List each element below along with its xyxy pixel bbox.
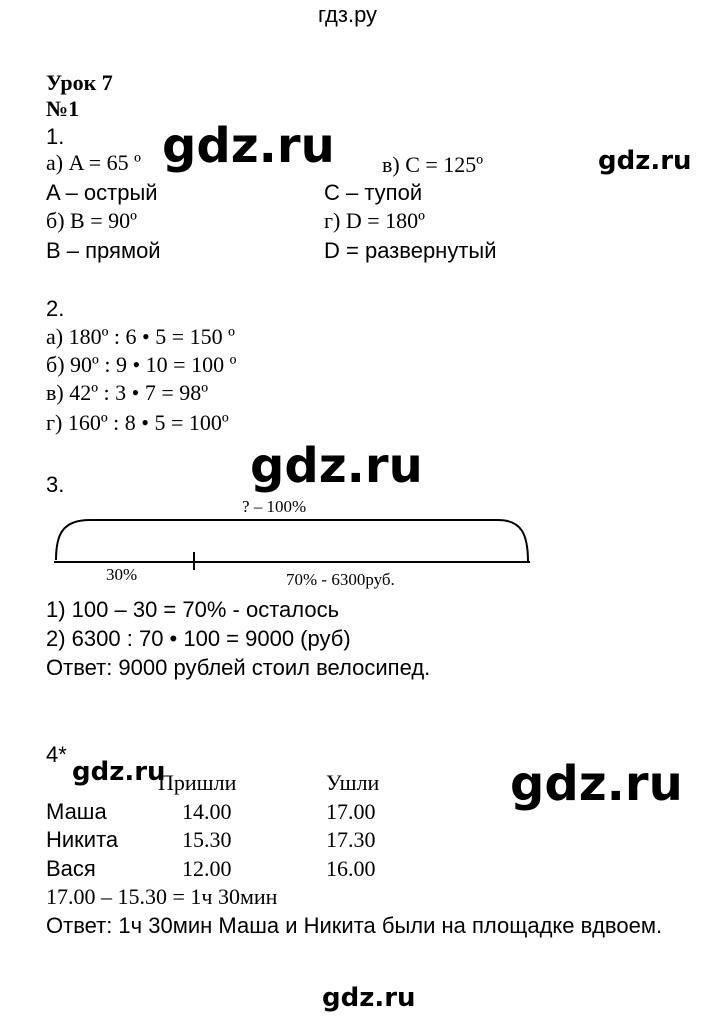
watermark: gdz.ru bbox=[322, 983, 416, 1013]
table-row-name: Вася bbox=[46, 856, 96, 881]
task3-answer: Ответ: 9000 рублей стоил велосипед. bbox=[46, 655, 431, 680]
watermark: gdz.ru bbox=[162, 118, 335, 174]
brace-arc bbox=[56, 520, 528, 562]
table-row-came: 14.00 bbox=[182, 799, 232, 824]
diagram-left-label: 30% bbox=[106, 565, 138, 584]
task1-d-type: D = развернутый bbox=[324, 238, 497, 263]
column-header-left: Ушли bbox=[326, 770, 380, 795]
lesson-title: Урок 7 bbox=[46, 70, 113, 95]
task2-line: в) 42º : 3 • 7 = 98º bbox=[46, 380, 209, 405]
task4-calc: 17.00 – 15.30 = 1ч 30мин bbox=[46, 884, 278, 909]
watermark: gdz.ru bbox=[510, 756, 683, 812]
task2-line: б) 90º : 9 • 10 = 100 º bbox=[46, 352, 237, 377]
table-row-came: 15.30 bbox=[182, 827, 232, 852]
task1-g-right: г) D = 180º bbox=[324, 208, 425, 233]
watermark: gdz.ru bbox=[598, 146, 692, 176]
table-row-came: 12.00 bbox=[182, 856, 232, 881]
watermark: gdz.ru bbox=[250, 438, 423, 494]
table-row-left: 17.00 bbox=[326, 799, 376, 824]
diagram-right-label: 70% - 6300руб. bbox=[286, 570, 395, 589]
task1-v-right: в) C = 125º bbox=[382, 152, 484, 177]
task1-number: 1. bbox=[46, 124, 65, 149]
task4-number: 4* bbox=[46, 742, 67, 767]
task1-b-type: B – прямой bbox=[46, 238, 161, 263]
task1-b-left: б) B = 90º bbox=[46, 208, 137, 233]
task1-a-left: а) A = 65 º bbox=[46, 150, 141, 175]
task1-c-type: C – тупой bbox=[324, 180, 423, 205]
table-row-left: 17.30 bbox=[326, 827, 376, 852]
task4-answer: Ответ: 1ч 30мин Маша и Никита были на площадке вдвоем. bbox=[46, 913, 663, 938]
task2-line: а) 180º : 6 • 5 = 150 º bbox=[46, 324, 235, 349]
watermark: gdz.ru bbox=[72, 757, 166, 787]
table-row-left: 16.00 bbox=[326, 856, 376, 881]
diagram-top-label: ? – 100% bbox=[242, 497, 307, 516]
table-row-name: Маша bbox=[46, 799, 107, 824]
table-row-name: Никита bbox=[46, 827, 119, 852]
task1-a-type: A – острый bbox=[46, 180, 158, 205]
task3-number: 3. bbox=[46, 472, 65, 497]
column-header-came: Пришли bbox=[158, 770, 237, 795]
task3-line: 1) 100 – 30 = 70% - осталось bbox=[46, 597, 340, 622]
task2-number: 2. bbox=[46, 296, 65, 321]
exercise-number: №1 bbox=[46, 96, 80, 121]
task2-line: г) 160º : 8 • 5 = 100º bbox=[46, 410, 229, 435]
task3-line: 2) 6300 : 70 • 100 = 9000 (руб) bbox=[46, 626, 351, 651]
site-header: гдз.ру bbox=[318, 2, 378, 27]
